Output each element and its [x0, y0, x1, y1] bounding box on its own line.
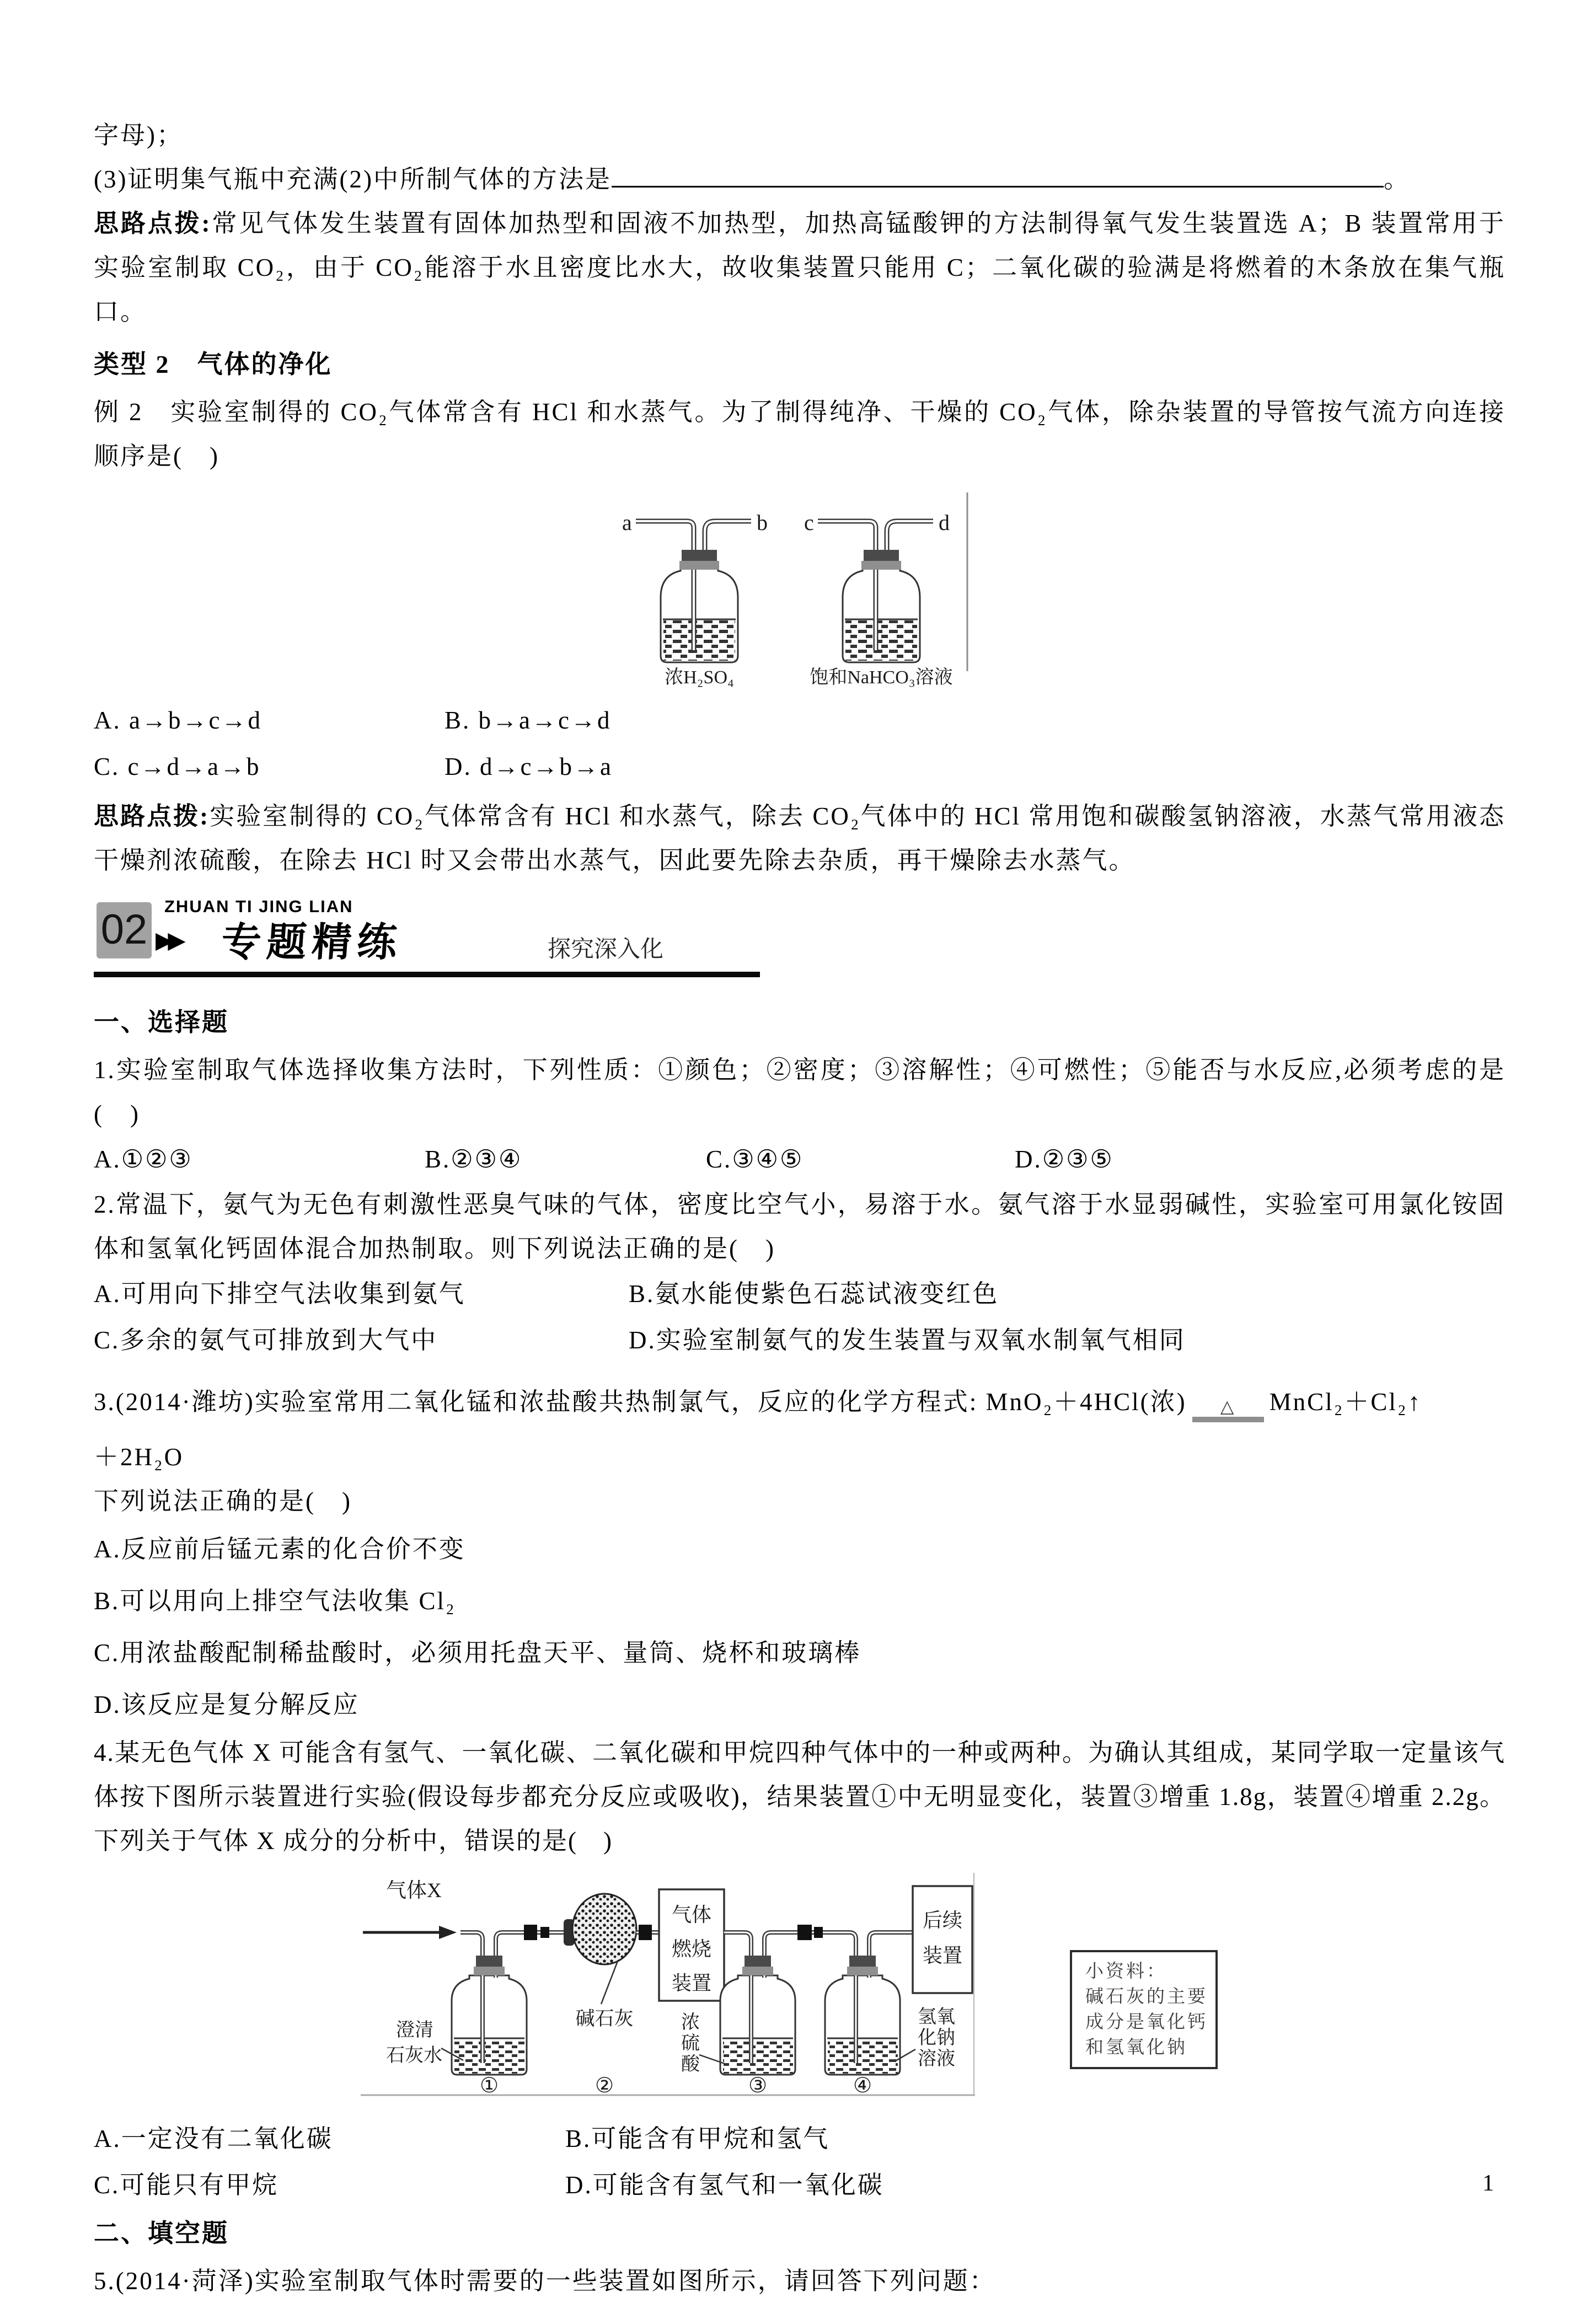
- acid-label-line1: 浓: [681, 2012, 700, 2033]
- option-d: D.可能含有氢气和一氧化碳: [565, 2171, 884, 2199]
- option-c: C.多余的氨气可排放到大气中: [94, 1326, 438, 1354]
- soda-lime-pointer: [601, 1961, 618, 2004]
- option-d: D.②③⑤: [1015, 1145, 1114, 1173]
- acid-label-line2: 硫: [681, 2033, 700, 2054]
- q3-option-b: B.可以用向上排空气法收集 Cl₂: [94, 1587, 456, 1615]
- section1-heading: 一、选择题: [94, 1008, 229, 1036]
- option-a: A.①②③: [94, 1145, 193, 1173]
- option-a: A.可用向下排空气法收集到氨气: [94, 1280, 465, 1308]
- tube-label-b: b: [757, 510, 768, 535]
- double-arrow-icon: ▶▶: [156, 927, 180, 953]
- option-c: C.③④⑤: [706, 1145, 804, 1173]
- option-a: A.一定没有二氧化碳: [94, 2125, 333, 2152]
- combustion-box: [659, 1889, 724, 2001]
- option-d: D.实验室制氨气的发生装置与双氧水制氧气相同: [629, 1326, 1186, 1354]
- fill-prompt: (3)证明集气瓶中充满(2)中所制气体的方法是: [94, 165, 612, 193]
- acid-label-line3: 酸: [681, 2054, 700, 2075]
- soda-lime-ball: [524, 1894, 659, 2029]
- soda-lime-note-box: [1070, 1950, 1218, 2069]
- fill-period: 。: [1383, 165, 1410, 193]
- banner-subtitle: 探究深入化: [548, 937, 664, 962]
- arrowhead: [439, 1926, 457, 1939]
- bottle-limewater: [386, 1932, 572, 2075]
- caption-nahco3: 饱和NaHCO₃溶液: [810, 667, 953, 688]
- banner-number-badge: 02: [97, 902, 152, 958]
- q2-options-row2: [94, 1317, 1506, 1363]
- option-b: B.氨水能使紫色石蕊试液变红色: [629, 1280, 999, 1308]
- reaction-bar: [1192, 1417, 1264, 1422]
- option-d: D. d→c→b→a: [444, 753, 613, 780]
- note-line4: 和氢氧化钠: [1085, 2038, 1187, 2058]
- limewater-label-line2: 石灰水: [386, 2045, 442, 2066]
- naoh-label-line3: 溶液: [918, 2049, 955, 2069]
- option-b: B.可能含有甲烷和氢气: [565, 2125, 830, 2152]
- banner-title: 专题精练: [219, 920, 404, 965]
- figure-gas-washing-bottles: [579, 489, 1506, 695]
- q4-options-row1: [94, 2115, 1506, 2162]
- banner-underline: [94, 972, 760, 977]
- caption-h2so4: 浓H₂SO₄: [665, 667, 734, 688]
- q5-stem: 5.(2014·菏泽)实验室制取气体时需要的一些装置如图所示，请回答下列问题：: [94, 2267, 996, 2295]
- option-a: A. a→b→c→d: [94, 706, 262, 734]
- tube-label-a: a: [622, 510, 632, 535]
- tip2-text: 实验室制得的 CO₂气体常含有 HCl 和水蒸气，除去 CO₂气体中的 HCl 常用饱和碳酸氢钠溶液，水蒸气常用液态干燥剂浓硫酸，在除去 HCl 时又会带出水蒸气，因此要先除去杂质，再干燥除去水蒸气。: [94, 802, 1506, 874]
- apparatus-number-2: ②: [595, 2074, 614, 2097]
- q3-stem-equation: [94, 1369, 1506, 1435]
- tip1-label: 思路点拨:: [94, 210, 212, 237]
- followup-box: [913, 1886, 972, 1993]
- combustion-box-line3: 装置: [671, 1972, 712, 1994]
- combustion-box-line2: 燃烧: [671, 1938, 712, 1960]
- followup-box-line1: 后续: [922, 1909, 963, 1931]
- q1-options: [94, 1136, 1506, 1182]
- figure-gas-apparatus-wrap: [94, 1873, 1506, 2110]
- bottle-h2so4: [622, 510, 768, 688]
- option-b: B. b→a→c→d: [444, 706, 612, 734]
- note-line3: 成分是氧化钙: [1085, 2012, 1208, 2032]
- gas-apparatus-diagram: [358, 1873, 976, 2098]
- paragraph-tip2: [94, 794, 1506, 882]
- page-number: 1: [1482, 2171, 1494, 2196]
- note-line1: 小资料：: [1085, 1962, 1167, 1981]
- q3-prompt: 下列说法正确的是( ): [94, 1487, 352, 1515]
- tube-label-c: c: [804, 510, 814, 535]
- q1-stem: 1.实验室制取气体选择收集方法时，下列性质：①颜色；②密度；③溶解性；④可燃性；⑤能否与水反应,必须考虑的是( ): [94, 1056, 1506, 1128]
- option-c: C. c→d→a→b: [94, 753, 261, 780]
- q3-equation-line2: ＋2H₂O: [94, 1443, 184, 1471]
- section2-heading: 二、填空题: [94, 2219, 229, 2247]
- q4-options-row2: [94, 2162, 1506, 2208]
- combustion-box-line1: 气体: [671, 1904, 712, 1926]
- answer-blank: [612, 161, 1384, 188]
- q4-stem: 4.某无色气体 X 可能含有氢气、一氧化碳、二氧化碳和甲烷四种气体中的一种或两种。为确认其组成，某同学取一定量该气体按下图所示装置进行实验(假设每步都充分反应或吸收)，结果装置①中无明显变化，装置③增重 1.8g，装置④增重 2.2g。下列关于气体 X 成分的分析中，错误的是( ): [94, 1739, 1506, 1855]
- gas-washing-bottles-diagram: [579, 489, 971, 689]
- apparatus-number-1: ①: [479, 2074, 499, 2097]
- q2-options-row1: [94, 1271, 1506, 1317]
- example2-options-row1: [94, 697, 1506, 743]
- delta-symbol: △: [1220, 1396, 1236, 1416]
- q3-option-a: A.反应前后锰元素的化合价不变: [94, 1535, 465, 1563]
- heated-reaction-arrow: [1192, 1397, 1264, 1422]
- q3-option-d: D.该反应是复分解反应: [94, 1691, 360, 1718]
- soda-lime-label: 碱石灰: [575, 2008, 634, 2029]
- question-3-fill-line: [94, 157, 1506, 201]
- q3-stem-prefix: 3.(2014·潍坊)实验室常用二氧化锰和浓盐酸共热制氯气，反应的化学方程式: MnO₂＋4HCl(浓): [94, 1388, 1187, 1416]
- limewater-label-line1: 澄清: [396, 2020, 433, 2040]
- bottle-nahco3: [804, 510, 953, 688]
- apparatus-number-3: ③: [748, 2074, 768, 2097]
- tip2-label: 思路点拨:: [94, 802, 210, 830]
- note-line2: 碱石灰的主要: [1085, 1987, 1208, 2007]
- banner-pinyin: ZHUAN TI JING LIAN: [164, 897, 354, 916]
- option-b: B.②③④: [425, 1145, 523, 1173]
- paragraph-tip1: [94, 201, 1506, 334]
- apparatus-number-4: ④: [853, 2074, 872, 2097]
- option-c: C.可能只有甲烷: [94, 2171, 279, 2199]
- gas-x-label: 气体X: [386, 1879, 442, 1902]
- q2-stem: 2.常温下，氨气为无色有刺激性恶臭气味的气体，密度比空气小，易溶于水。氨气溶于水显弱碱性，实验室可用氯化铵固体和氢氧化钙固体混合加热制取。则下列说法正确的是( ): [94, 1191, 1506, 1262]
- followup-box-line2: 装置: [922, 1945, 963, 1967]
- section-banner: [94, 895, 1506, 989]
- q3-option-c: C.用浓盐酸配制稀盐酸时，必须用托盘天平、量筒、烧杯和玻璃棒: [94, 1639, 861, 1667]
- q3-stem-suffix: MnCl₂＋Cl₂↑: [1269, 1388, 1422, 1416]
- line-zimu: 字母)；: [94, 121, 183, 149]
- example2-stem: 例 2 实验室制得的 CO₂气体常含有 HCl 和水蒸气。为了制得纯净、干燥的 CO₂气体，除杂装置的导管按气流方向连接顺序是( ): [94, 398, 1506, 470]
- naoh-label-line2: 化钠: [918, 2028, 955, 2048]
- tip1-text: 常见气体发生装置有固体加热型和固液不加热型，加热高锰酸钾的方法制得氧气发生装置选 A；B 装置常用于实验室制取 CO₂，由于 CO₂能溶于水且密度比水大，故收集装置只能用 C；二氧化碳的验满是将燃着的木条放在集气瓶口。: [94, 210, 1506, 325]
- naoh-label-line1: 氢氧: [918, 2007, 955, 2027]
- example2-options-row2: [94, 743, 1506, 790]
- tube-label-d: d: [939, 510, 950, 535]
- type2-heading: 类型 2 气体的净化: [94, 350, 333, 378]
